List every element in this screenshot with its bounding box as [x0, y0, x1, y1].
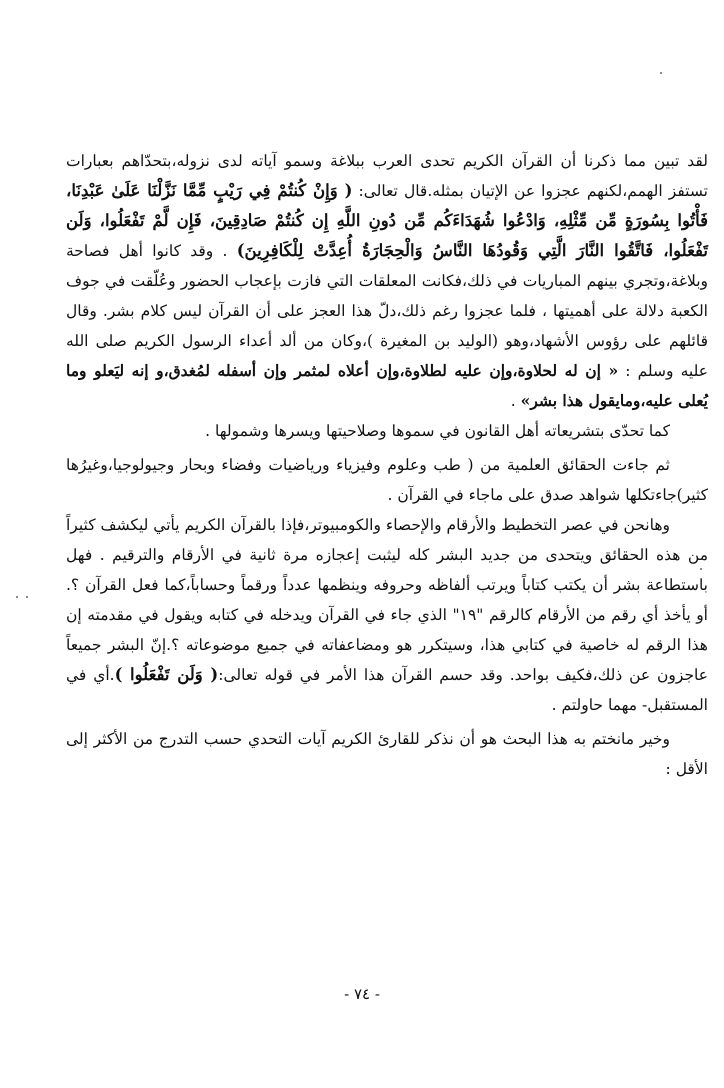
scan-speck: [660, 72, 662, 74]
quran-verse: ( وَإِنْ كُنتُمْ فِي رَيْبٍ مِّمَّا نَزَّلْنَا عَلَىٰ عَبْدِنَا، فَأْتُوا بِسُورَةٍ مِّن مِّثْلِهِ، وَادْعُوا شُهَدَاءَكُم مِّن دُونِ اللَّهِ إِن كُنتُمْ صَادِقِينَ، فَإِن لَّمْ تَفْعَلُوا، وَلَن تَفْعَلُوا، فَاتَّقُوا النَّارَ الَّتِي وَقُودُهَا النَّاسُ وَالْحِجَارَةُ أُعِدَّتْ لِلْكَافِرِينَ): [66, 181, 708, 260]
page-number: - ٧٤ -: [344, 985, 380, 1003]
paragraph-text: ثم جاءت الحقائق العلمية من ( طب وعلوم وفيزياء ورياضيات وفضاء وبحار وجيولوجيا،وغيرُها كثير)جاءتكلها شواهد صدق على ماجاء في القرآن .: [66, 456, 708, 504]
paragraph-challenge-eloquence: [66, 146, 708, 416]
paragraph-text: لقد تبين مما ذكرنا أن القرآن الكريم تحدى العرب ببلاغة وسمو آياته لدى نزوله،بتحدّاهم بعبارات تستفز الهمم،لكنهم عجزوا عن الإتيان بمثله.قال تعالى:: [66, 152, 708, 200]
paragraph-scientific-facts: [66, 450, 708, 510]
body-text: [66, 146, 708, 784]
scan-speck: [16, 596, 18, 598]
paragraph-text: كما تحدّى بتشريعاته أهل القانون في سموها وصلاحيتها ويسرها وشمولها .: [205, 422, 670, 440]
walid-quote: « إن له لحلاوة،وإن عليه لطلاوة،وإن أعلاه لمثمر وإن أسفله لمُغدق،و إنه ليَعلو وما يُعلى عليه،ومايقول هذا بشر»: [66, 361, 708, 410]
paragraph-text: وهانحن في عصر التخطيط والأرقام والإحصاء والكومبيوتر،فإذا بالقرآن الكريم يأتي ليكشف كثيراً من هذه الحقائق ويتحدى من جديد البشر كله ليثبت إعجازه مرة ثانية في الأرقام والترقيم . فهل باستطاعة بشر أن يكتب كتاباً ويرتب ألفاظه وحروفه وينظمها عدداً ورقماً وحساباً،كما فعل القرآن ؟. أو يأخذ أي رقم من الأرقام كالرقم "١٩" الذي جاء في القرآن ويدخله في كتابه ويقول في مقدمته إن هذا الرقم له خاصية في كتابي هذا، وسيتكرر هو ومضاعفاته في جميع موضوعاته ؟.إنّ البشر جميعاً عاجزون عن ذلك،فكيف بواحد. وقد حسم القرآن هذا الأمر في قوله تعالى:: [66, 516, 709, 684]
scan-speck: [26, 596, 28, 598]
paragraph-numbers: [66, 510, 708, 720]
paragraph-legislation: [66, 416, 708, 446]
paragraph-text: .أي في المستقبل- مهما حاولتم .: [66, 666, 708, 714]
scan-speck: [700, 568, 702, 570]
paragraph-text: .: [510, 392, 521, 410]
quran-verse: ( وَلَن تَفْعَلُوا ): [114, 665, 219, 684]
paragraph-text: وخير مانختم به هذا البحث هو أن نذكر للقارئ الكريم آيات التحدي حسب التدرج من الأكثر إلى الأقل :: [66, 730, 708, 778]
paragraph-conclusion: [66, 724, 708, 784]
paragraph-text: . وقد كانوا أهل فصاحة وبلاغة،وتجري بينهم المباريات في ذلك،فكانت المعلقات التي فازت بإعجاب الحضور وعُلّقت في جوف الكعبة دلالة على أهميتها ، فلما عجزوا رغم ذلك،دلّ هذا العجز على أن القرآن ليس كلام بشر. وقال قائلهم على رؤوس الأشهاد،وهو (الوليد بن المغيرة )،وكان من ألد أعداء الرسول الكريم صلى الله عليه وسلم :: [66, 242, 708, 380]
